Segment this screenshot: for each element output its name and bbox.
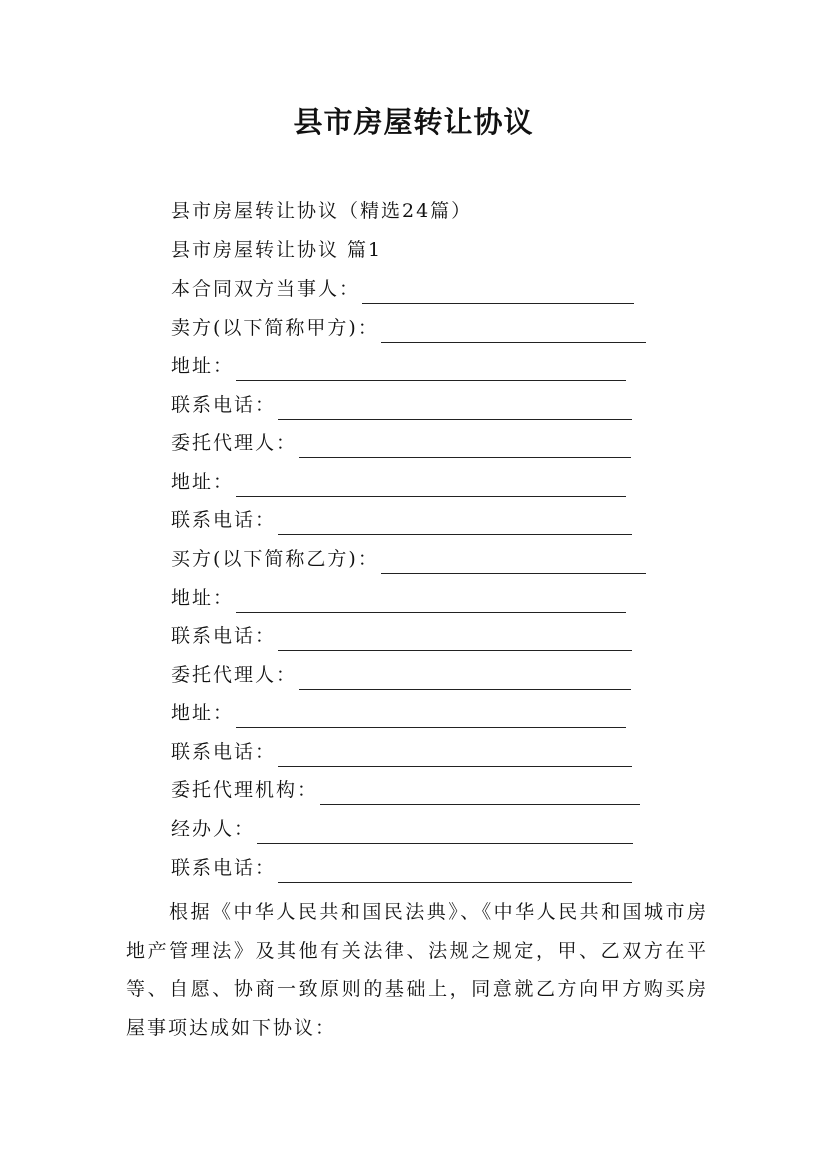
fill-in-blank[interactable] [236,588,626,613]
field-label: 委托代理人： [171,432,298,454]
fill-in-blank[interactable] [320,780,640,805]
document-title: 县市房屋转让协议 [293,105,534,139]
field-handler [171,814,633,844]
fill-in-blank[interactable] [236,472,626,497]
fill-in-blank[interactable] [278,858,632,883]
field-label: 联系电话： [171,741,277,763]
field-buyer-address [171,583,626,613]
field-label: 委托代理人： [171,664,298,686]
field-label: 地址： [171,355,235,377]
subtitle-text: 县市房屋转让协议（精选24篇） [171,200,473,222]
field-label: 委托代理机构： [171,779,319,801]
field-buyer-agent [171,660,631,690]
document-subtitle [171,196,472,226]
field-seller [171,313,646,343]
section-heading-text: 县市房屋转让协议 篇1 [171,239,383,261]
fill-in-blank[interactable] [257,819,633,844]
field-buyer-agent-address [171,698,626,728]
field-label: 联系电话： [171,509,277,531]
fill-in-blank[interactable] [278,626,632,651]
fill-in-blank[interactable] [381,318,646,343]
field-label: 经办人： [171,818,256,840]
field-buyer [171,544,646,574]
fill-in-blank[interactable] [278,395,632,420]
fill-in-blank[interactable] [236,356,626,381]
field-label: 卖方(以下简称甲方)： [171,317,379,339]
field-parties [171,274,634,304]
fill-in-blank[interactable] [381,549,646,574]
field-label: 地址： [171,587,235,609]
field-buyer-phone [171,621,632,651]
fill-in-blank[interactable] [299,665,631,690]
fill-in-blank[interactable] [299,433,631,458]
field-handler-phone [171,853,632,883]
field-seller-agent-phone [171,505,632,535]
field-seller-agent-address [171,467,626,497]
section-heading [171,235,382,265]
intro-paragraph: 根据《中华人民共和国民法典》、《中华人民共和国城市房地产管理法》及其他有关法律、法规之规定，甲、乙双方在平等、自愿、协商一致原则的基础上，同意就乙方向甲方购买房屋事项达成如下协议： [126,901,708,1039]
field-label: 联系电话： [171,394,277,416]
field-label: 联系电话： [171,857,277,879]
field-label: 地址： [171,702,235,724]
fill-in-blank[interactable] [236,703,626,728]
field-label: 买方(以下简称乙方)： [171,548,379,570]
field-buyer-agent-phone [171,737,632,767]
field-label: 联系电话： [171,625,277,647]
field-label: 地址： [171,471,235,493]
fill-in-blank[interactable] [362,279,634,304]
field-seller-phone [171,390,632,420]
fill-in-blank[interactable] [278,742,632,767]
fill-in-blank[interactable] [278,510,632,535]
field-agency [171,775,640,805]
field-seller-address [171,351,626,381]
field-label: 本合同双方当事人： [171,278,361,300]
field-seller-agent [171,428,631,458]
